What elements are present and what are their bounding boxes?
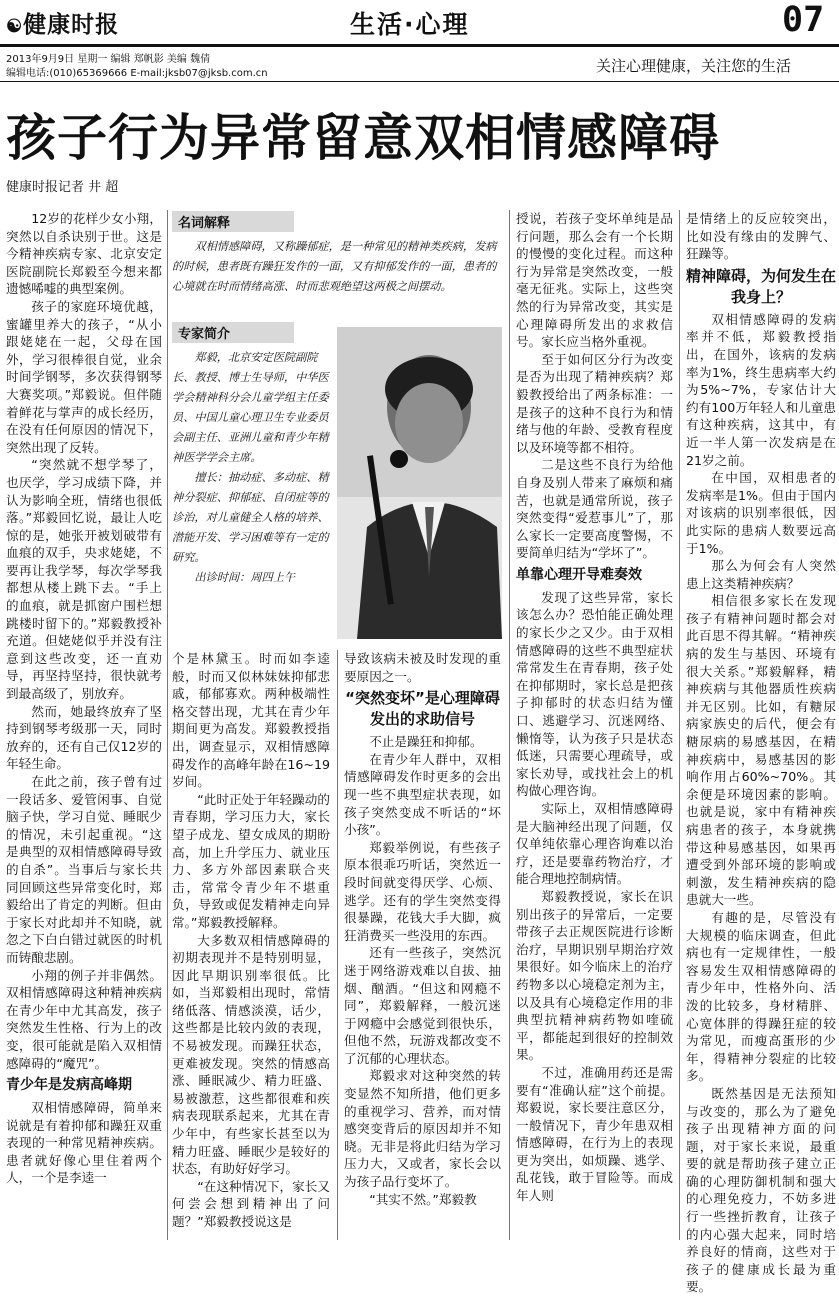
column-1 bbox=[6, 210, 162, 1244]
expert-bio-paragraph: 郑毅，北京安定医院副院长、教授、博士生导师，中华医学会精神科分会儿童学组主任委员、中国儿童心理卫生专业委员会副主任、亚洲儿童和青少年精神医学学会主席。 bbox=[172, 351, 329, 464]
col4-paragraph: 二是这些不良行为给他自身及别人带来了麻烦和痛苦，也就是通常所说，孩子突然变得“爱惹事儿”了，那么家长一定要高度警惕，不要简单归结为“学坏了”。 bbox=[516, 457, 673, 561]
column-1-tail bbox=[6, 1099, 162, 1187]
column-5-tail bbox=[686, 311, 836, 1296]
col4-paragraph: 授说，若孩子变坏单纯是品行问题，那么会有一个长期的慢慢的变化过程。而这种行为异常是突然改变，一般毫无征兆。实际上，这些突然的行为异常改变，其实是心理障碍所发出的求救信号。家长应当格外重视。 bbox=[516, 211, 673, 350]
col3-paragraph: 导致该病未被及时发现的重要原因之一。 bbox=[344, 651, 501, 684]
col1-paragraph: 小翔的例子并非偶然。双相情感障碍这种精神疾病在青少年中尤其高发，孩子突然发生性格、行为上的改变，很可能就是陷入双相情感障碍的“魔咒”。 bbox=[6, 967, 162, 1071]
col4-tail-paragraph: 实际上，双相情感障碍是大脑神经出现了问题，仅仅单纯依靠心理咨询难以治疗，还是要靠药物治疗，才能合理地控制病情。 bbox=[516, 801, 673, 887]
col3-tail-paragraph: 郑毅举例说，有些孩子原本很乖巧听话，突然近一段时间就变得厌学、心烦、逃学。还有的学生突然变得很暴躁，花钱大手大脚，疯狂消费买一些没用的东西。 bbox=[344, 839, 501, 943]
column-2 bbox=[172, 650, 330, 1244]
col2-paragraph: 大多数双相情感障碍的初期表现并不是特别明显，因此早期识别率很低。比如，当郑毅相出现时，常情绪低落、情感淡漠，话少，这些都是比较内敛的表现，不易被发现。而躁狂状态，更难被发现。突然的情感高涨、睡眠减少、精力旺盛、易被激惹，这些都很难和疾病表现联系起来，尤其在青少年中，有些家长甚至以为精力旺盛、睡眠少是较好的状态，有助好好学习。 bbox=[172, 932, 330, 1177]
column-2-body bbox=[172, 650, 330, 1231]
page-number: 07 bbox=[782, 0, 825, 40]
column-3 bbox=[344, 650, 501, 1244]
col5-tail-paragraph: 双相情感障碍的发病率并不低，郑毅教授指出，在国外，该病的发病率为1%，终生患病率大约为5%~7%，专家估计大约有100万年轻人和儿童患有这种疾病，这其中，有近一半人第一次发病是在21岁之前。 bbox=[686, 311, 836, 468]
contact-line: 编辑电话:(010)65369666 E-mail:jksb07@jksb.com.cn bbox=[6, 68, 268, 79]
newspaper-logo bbox=[6, 6, 119, 39]
column-4-body bbox=[516, 210, 673, 562]
expert-heading: 专家简介 bbox=[172, 322, 294, 343]
col1-paragraph: 然而，她最终放弃了坚持到钢琴考级那一天，同时放弃的，还有自己仅12岁的年轻生命。 bbox=[6, 703, 162, 772]
expert-box bbox=[172, 320, 330, 588]
article-headline: 孩子行为异常留意双相情感障碍 bbox=[6, 108, 720, 167]
byline: 健康时报记者 井 超 bbox=[6, 180, 119, 195]
col2-paragraph: “在这种情况下，家长又何尝会想到精神出了问题？”郑毅教授说这是 bbox=[172, 1178, 330, 1229]
col5-tail-paragraph: 在中国，双相患者的发病率是1%。但由于国内对该病的识别率很低，因此实际的患病人数要远高于1%。 bbox=[686, 470, 836, 556]
col2-paragraph: 个是林黛玉。时而如李逵般，时而又似林妹妹抑郁悲戚，郁郁寡欢。两种极端性格交替出现，尤其在青少年期间更为高发。郑毅教授指出，调查显示，双相情感障碍发作的高峰年龄在16~19岁间。 bbox=[172, 651, 330, 790]
section-title: 生活·心理 bbox=[350, 10, 470, 39]
col4-tail-paragraph: 发现了这些异常，家长该怎么办？恐怕能正确处理的家长少之又少。由于双相情感障碍的这些不典型症状常常发生在青春期，孩子处在抑郁期时，家长总是把孩子抑郁时的状态归结为懂口、逃避学习、沉迷网络、懒惰等，认为孩子只是状态低迷，只需要心理疏导，或家长劝导，或找社会上的机构做心理咨询。 bbox=[516, 589, 673, 799]
expert-clinic-hours: 出诊时间：周四上午 bbox=[194, 571, 296, 584]
col4-tail-paragraph: 郑毅教授说，家长在识别出孩子的异常后，一定要带孩子去正规医院进行诊断治疗，早期识别早期治疗效果很好。如今临床上的治疗药物多以心境稳定剂为主，以及具有心境稳定作用的非典型抗精神病药物如喹硫平，都能起到很好的控制效果。 bbox=[516, 888, 673, 1063]
subhead-peak-age: 青少年是发病高峰期 bbox=[6, 1077, 132, 1094]
glossary-paragraph: 双相情感障碍，又称躁郁症，是一种常见的精神类疾病，发病的时候，患者既有躁狂发作的一面，又有抑郁发作的一面，患者的心境就在时而情绪高涨、时而悲观绝望这两极之间摆动。 bbox=[172, 240, 497, 293]
col4-paragraph: 至于如何区分行为改变是否为出现了精神疾病？郑毅教授给出了两条标准：一是孩子的这种不良行为和情绪与他的年龄、受教育程度以及环境等都不相符。 bbox=[516, 351, 673, 455]
col1-paragraph: 12岁的花样少女小翔，突然以自杀诀别于世。这是今精神疾病专家、北京安定医院副院长郑毅至今想来都遗憾唏嘘的典型案例。 bbox=[6, 211, 162, 297]
column-5-body bbox=[686, 210, 836, 263]
col2-paragraph: “此时正处于年轻躁动的青春期，学习压力大，家长望子成龙、望女成凤的期盼高，加上升学压力、就业压力、多方外部因素联合夹击，常常令青少年不堪重负，导致或促发精神走向异常。”郑毅教授解释。 bbox=[172, 791, 330, 930]
expert-specialty: 擅长：抽动症、多动症、精神分裂症、抑郁症、自闭症等的诊治，对儿童健全人格的培养、潜能开发、学习困难等有一定的研究。 bbox=[172, 471, 329, 564]
subhead-counseling: 单靠心理开导难奏效 bbox=[516, 566, 642, 583]
glossary-text bbox=[172, 237, 504, 297]
col1-paragraph: 孩子的家庭环境优越，蜜罐里养大的孩子，“从小跟姥姥在一起，父母在国外，学习很棒很自觉，业余时间学钢琴，多次获得钢琴大赛奖项。”郑毅说。但伴随着鲜花与掌声的成长经历，在没有任何原因的情况下，突然出现了反转。 bbox=[6, 298, 162, 455]
col1-paragraph: 在此之前，孩子曾有过一段话多、爱管闲事、自觉脑子快，学习自觉、睡眠少的情况，未引起重视。“这是典型的双相情感障碍导致的自杀”。当事后与家长共同回顾这些异常变化时，郑毅给出了肯定的判断。但由于家长对此却并不知晓，就忽之下白白错过就医的时机而铸酿悲剧。 bbox=[6, 774, 162, 965]
section-tagline: 关注心理健康，关注您的生活 bbox=[596, 57, 792, 75]
column-3-body bbox=[344, 650, 501, 685]
col5-tail-paragraph: 那么为何会有人突然患上这类精神疾病？ bbox=[686, 558, 836, 591]
column-divider bbox=[337, 650, 338, 1240]
column-4-tail bbox=[516, 589, 673, 1205]
glossary-box bbox=[172, 209, 504, 297]
col3-tail-paragraph: 在青少年人群中，双相情感障碍发作时更多的会出现一些不典型症状表现，如孩子突然变成不听话的“坏小孩”。 bbox=[344, 751, 501, 838]
glossary-heading: 名词解释 bbox=[172, 211, 294, 232]
header-bottom-rule bbox=[0, 81, 839, 82]
column-5 bbox=[686, 210, 837, 1295]
subhead-why-me: 精神障碍，为何发生在我身上？ bbox=[686, 266, 837, 306]
col3-tail-paragraph: 还有一些孩子，突然沉迷于网络游戏难以自拔、抽烟、酗酒。“但这和网瘾不同”，郑毅解释，一般沉迷于网瘾中会感觉到很快乐，但他不然，玩游戏都改变不了沉郁的心理状态。 bbox=[344, 945, 501, 1066]
col5-tail-paragraph: 相信很多家长在发现孩子有精神问题时都会对此百思不得其解。“精神疾病的发生与基因、环境有很大关系。”郑毅解释，精神疾病与其他器质性疾病并无区别。比如，有糖尿病家族史的后代，便会有糖尿病的易感基因，在精神疾病中，易感基因的影响作用占60%~70%。其余便是环境因素的影响。也就是说，家中有精神疾病患者的孩子，本身就携带这种易感基因，如果再遭受到外部环境的影响或刺激，发生精神疾病的隐患就大一些。 bbox=[686, 593, 836, 908]
col5-tail-paragraph: 有趣的是，尽管没有大规模的临床调查，但此病也有一定规律性，一般容易发生双相情感障碍的青少年中，性格外向、活泼的比较多，身材精胖、心宽体胖的得躁狂症的较为常见，而瘦高蛋形的少年，得精神分裂症的比较多。 bbox=[686, 909, 836, 1084]
column-divider bbox=[509, 210, 510, 1240]
issue-date-line: 2013年9月9日 星期一 编辑 郑帆影 美编 魏倩 bbox=[6, 54, 211, 65]
portrait-illustration bbox=[337, 327, 502, 639]
column-1-body bbox=[6, 210, 162, 1072]
column-3-tail bbox=[344, 733, 501, 1208]
col5-paragraph: 是情绪上的反应较突出，比如没有缘由的发脾气、狂躁等。 bbox=[686, 211, 836, 262]
column-4 bbox=[516, 210, 673, 1244]
expert-photo bbox=[337, 327, 502, 639]
col5-tail-paragraph: 既然基因是无法预知与改变的，那么为了避免孩子出现精神方面的问题，对于家长来说，最重要的就是帮助孩子建立正确的心理防御机制和强大的心理免疫力，不妨多进行一些挫折教育，让孩子的内心强大起来，同时培养良好的情商，这些对于孩子的健康成长最为重要。 bbox=[686, 1085, 836, 1295]
logo-mark-icon: ☯ bbox=[6, 16, 24, 37]
column-divider bbox=[679, 210, 680, 1240]
col4-tail-paragraph: 不过，准确用药还是需要有“准确认症”这个前提。郑毅说，家长要注意区分，一般情况下，青少年患双相情感障碍，在行为上的表现更为突出，如烦躁、逃学、乱花钱，敢于冒险等。而成年人则 bbox=[516, 1064, 673, 1204]
column-divider bbox=[167, 210, 168, 1240]
masthead-rule bbox=[0, 44, 839, 47]
logo-text: 健康时报 bbox=[23, 11, 120, 38]
subhead-sudden-change: “突然变坏”是心理障碍发出的求助信号 bbox=[345, 689, 500, 729]
col1-paragraph: “突然就不想学琴了，也厌学，学习成绩下降，并认为影响全班，情绪也很低落。”郑毅回忆说，最让人吃惊的是，她张开被划破带有血痕的双手，央求姥姥，不要再让我学琴，每次学琴我都想从楼上跳下去。“手上的血痕，就是抓窗户围栏想跳楼时留下的。”郑毅教授补充道。但姥姥似乎并没有注意到这些改变，还一直劝导，再坚持坚持，很快就考到最高级了，别放弃。 bbox=[6, 457, 162, 702]
col3-tail-paragraph: 郑毅求对这种突然的转变显然不知所措，他们更多的重视学习、营养，而对情感突变背后的原因却并不知晓。无非是将此归结为学习压力大，又或者，家长会以为孩子品行变坏了。 bbox=[344, 1068, 501, 1190]
col3-tail-paragraph: “其实不然。”郑毅教 bbox=[369, 1191, 477, 1207]
expert-bio bbox=[172, 348, 330, 588]
col3-tail-paragraph: 不止是躁狂和抑郁。 bbox=[369, 734, 483, 750]
col1-tail-paragraph: 双相情感障碍，简单来说就是有着抑郁和躁狂双重表现的一种常见精神疾病。患者就好像心里住着两个人，一个是李逵一 bbox=[6, 1100, 162, 1186]
